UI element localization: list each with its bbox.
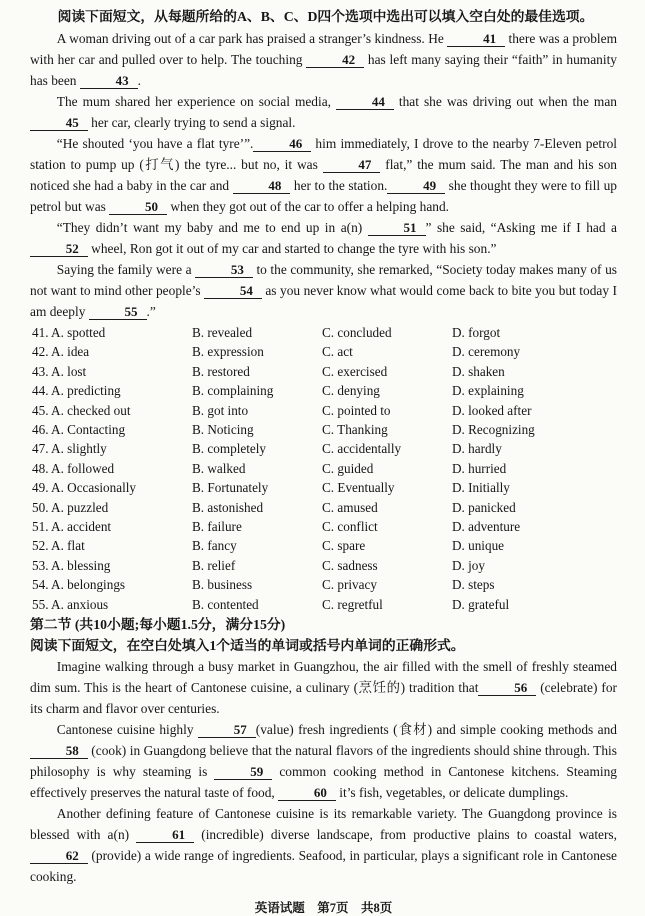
cloze-passage bbox=[30, 28, 617, 322]
cloze-blank-62: 62 bbox=[30, 849, 88, 864]
option-cell: 51. A. accident bbox=[32, 519, 112, 535]
option-cell: C. amused bbox=[322, 499, 378, 515]
option-cell: B. walked bbox=[192, 460, 246, 476]
option-cell: 50. A. puzzled bbox=[32, 499, 109, 515]
option-row bbox=[32, 478, 617, 497]
section1-instruction: 阅读下面短文，从每题所给的A、B、C、D四个选项中选出可以填入空白处的最佳选项。 bbox=[57, 9, 594, 24]
option-cell: 52. A. flat bbox=[32, 538, 85, 554]
option-cell: C. spare bbox=[322, 538, 366, 554]
option-cell: C. conflict bbox=[322, 519, 378, 535]
option-cell: 43. A. lost bbox=[32, 363, 87, 379]
section2-heading: 第二节 (共10小题;每小题1.5分，满分15分) bbox=[30, 617, 286, 633]
fill-in-passage bbox=[30, 656, 617, 887]
cloze-blank-43: 43 bbox=[80, 74, 138, 89]
options-table bbox=[32, 323, 617, 614]
option-row bbox=[32, 459, 617, 478]
cloze-blank-50: 50 bbox=[109, 200, 167, 215]
cloze-blank-59: 59 bbox=[214, 765, 272, 780]
option-cell: 53. A. blessing bbox=[32, 557, 111, 573]
option-cell: C. denying bbox=[322, 383, 380, 399]
option-row bbox=[32, 342, 617, 361]
option-row bbox=[32, 439, 617, 458]
option-cell: D. unique bbox=[452, 538, 505, 554]
option-cell: D. Recognizing bbox=[452, 422, 535, 438]
option-cell: 48. A. followed bbox=[32, 460, 115, 476]
option-cell: C. accidentally bbox=[322, 441, 402, 457]
page-footer bbox=[30, 900, 617, 916]
option-cell: 46. A. Contacting bbox=[32, 422, 126, 438]
option-row bbox=[32, 323, 617, 342]
cloze-blank-44: 44 bbox=[336, 95, 394, 110]
option-cell: B. business bbox=[192, 577, 253, 593]
cloze-blank-45: 45 bbox=[30, 116, 88, 131]
option-cell: C. Eventually bbox=[322, 480, 395, 496]
option-cell: B. complaining bbox=[192, 383, 274, 399]
option-cell: C. pointed to bbox=[322, 402, 391, 418]
passage-paragraph: The mum shared her experience on social media, 44 that she was driving out when the man45 her car, clearly trying to send a signal. bbox=[30, 91, 617, 133]
option-cell: C. Thanking bbox=[322, 422, 388, 438]
option-cell: D. Initially bbox=[452, 480, 510, 496]
cloze-blank-61: 61 bbox=[136, 828, 194, 843]
cloze-blank-46: 46 bbox=[253, 137, 311, 152]
option-cell: D. looked after bbox=[452, 402, 532, 418]
option-cell: 49. A. Occasionally bbox=[32, 480, 137, 496]
cloze-blank-53: 53 bbox=[195, 263, 253, 278]
option-cell: D. hardly bbox=[452, 441, 502, 457]
cloze-blank-51: 51 bbox=[368, 221, 426, 236]
passage-paragraph: “They didn’t want my baby and me to end up in a(n) 51 ” she said, “Asking me if I had a 52 wheel, Ron got it out of my car and started to change the tyre with his son.” bbox=[30, 217, 617, 259]
option-cell: 47. A. slightly bbox=[32, 441, 107, 457]
option-cell: B. completely bbox=[192, 441, 266, 457]
cloze-blank-47: 47 bbox=[323, 158, 381, 173]
option-row bbox=[32, 556, 617, 575]
passage-paragraph: Another defining feature of Cantonese cuisine is its remarkable variety. The Guangdong province is blessed with a(n) 61 (incredible) diverse landscape, from productive plains to coastal waters, 62 (provide) a wide range of ingredients. Seafood, in particular, plays a significant role in Cantonese cooking. bbox=[30, 806, 617, 885]
section2-instruction: 阅读下面短文，在空白处填入1个适当的单词或括号内单词的正确形式。 bbox=[30, 638, 465, 654]
option-row bbox=[32, 575, 617, 594]
option-cell: C. concluded bbox=[322, 325, 392, 340]
option-cell: 45. A. checked out bbox=[32, 402, 131, 418]
option-cell: B. astonished bbox=[192, 499, 264, 515]
option-cell: B. expression bbox=[192, 344, 264, 360]
option-cell: C. sadness bbox=[322, 557, 378, 573]
option-cell: B. relief bbox=[192, 557, 236, 573]
option-cell: C. exercised bbox=[322, 363, 388, 379]
option-row bbox=[32, 362, 617, 381]
option-cell: C. act bbox=[322, 344, 353, 360]
cloze-blank-48: 48 bbox=[233, 179, 291, 194]
option-cell: D. adventure bbox=[452, 519, 521, 535]
cloze-blank-42: 42 bbox=[306, 53, 364, 68]
option-cell: D. joy bbox=[452, 557, 485, 573]
option-cell: 42. A. idea bbox=[32, 344, 90, 360]
option-row bbox=[32, 401, 617, 420]
option-row bbox=[32, 595, 617, 614]
option-row bbox=[32, 536, 617, 555]
cloze-blank-56: 56 bbox=[478, 681, 536, 696]
cloze-blank-49: 49 bbox=[387, 179, 445, 194]
cloze-blank-41: 41 bbox=[447, 32, 505, 47]
option-row bbox=[32, 381, 617, 400]
option-cell: 55. A. anxious bbox=[32, 596, 109, 612]
passage-paragraph: Saying the family were a 53 to the community, she remarked, “Society today makes many of us not want to mind other people’s 54 as you never know what would come back to bite you but today I am deeply 55 .” bbox=[30, 262, 617, 319]
passage-paragraph: A woman driving out of a car park has praised a stranger’s kindness. He 41 there was a problem with her car and pulled over to help. The touching 42 has left many saying their “faith” in humanity has been 43 . bbox=[30, 31, 617, 88]
option-cell: D. grateful bbox=[452, 596, 510, 612]
option-cell: C. privacy bbox=[322, 577, 377, 593]
option-cell: B. Fortunately bbox=[192, 480, 269, 496]
option-row bbox=[32, 498, 617, 517]
passage-paragraph: Imagine walking through a busy market in Guangzhou, the air filled with the smell of freshly steamed dim sum. This is the heart of Cantonese cuisine, a culinary (烹饪的) tradition that 56 (celebrate) for its charm and flavor over centuries. bbox=[30, 659, 617, 717]
page-footer-text: 英语试题 第7页 共8页 bbox=[254, 901, 393, 916]
option-cell: B. restored bbox=[192, 363, 250, 379]
option-cell: B. contented bbox=[192, 596, 259, 612]
option-cell: D. forgot bbox=[452, 325, 501, 340]
option-cell: C. regretful bbox=[322, 596, 383, 612]
cloze-blank-57: 57 bbox=[198, 723, 256, 738]
cloze-blank-58: 58 bbox=[30, 744, 88, 759]
option-cell: B. fancy bbox=[192, 538, 237, 554]
passage-paragraph: “He shouted ‘you have a flat tyre’”. 46 him immediately, I drove to the nearby 7-Eleven petrol station to pump up (打气) the tyre... but no, it was 47 flat,” the mum said. The man and his son noticed she had a baby in the car and 48 her to the station. 49 she thought they were to fill up petrol but was 50 when they got out of the car to offer a helping hand. bbox=[30, 136, 617, 214]
option-cell: D. panicked bbox=[452, 499, 516, 515]
option-cell: B. failure bbox=[192, 519, 242, 535]
option-row bbox=[32, 420, 617, 439]
option-cell: D. shaken bbox=[452, 363, 505, 379]
option-cell: 44. A. predicting bbox=[32, 383, 121, 399]
option-cell: D. ceremony bbox=[452, 344, 521, 360]
option-cell: D. hurried bbox=[452, 460, 507, 476]
option-cell: D. explaining bbox=[452, 383, 524, 399]
option-cell: B. got into bbox=[192, 402, 249, 418]
cloze-blank-54: 54 bbox=[204, 284, 262, 299]
cloze-blank-60: 60 bbox=[278, 786, 336, 801]
option-cell: C. guided bbox=[322, 460, 374, 476]
option-cell: B. revealed bbox=[192, 325, 253, 340]
cloze-blank-52: 52 bbox=[30, 242, 88, 257]
option-cell: 41. A. spotted bbox=[32, 325, 106, 340]
cloze-blank-55: 55 bbox=[89, 305, 147, 320]
option-row bbox=[32, 517, 617, 536]
option-cell: D. steps bbox=[452, 577, 495, 593]
option-cell: B. Noticing bbox=[192, 422, 254, 438]
passage-paragraph: Cantonese cuisine highly 57 (value) fresh ingredients (食材) and simple cooking methods and 58 (cook) in Guangdong believe that the natural flavors of the ingredients should shine through. This philosophy is why steaming is 59 common cooking method in Cantonese kitchens. Steaming effectively preserves the natural taste of food, 60 it’s fish, vegetables, or delicate dumplings. bbox=[30, 722, 617, 801]
option-cell: 54. A. belongings bbox=[32, 577, 126, 593]
